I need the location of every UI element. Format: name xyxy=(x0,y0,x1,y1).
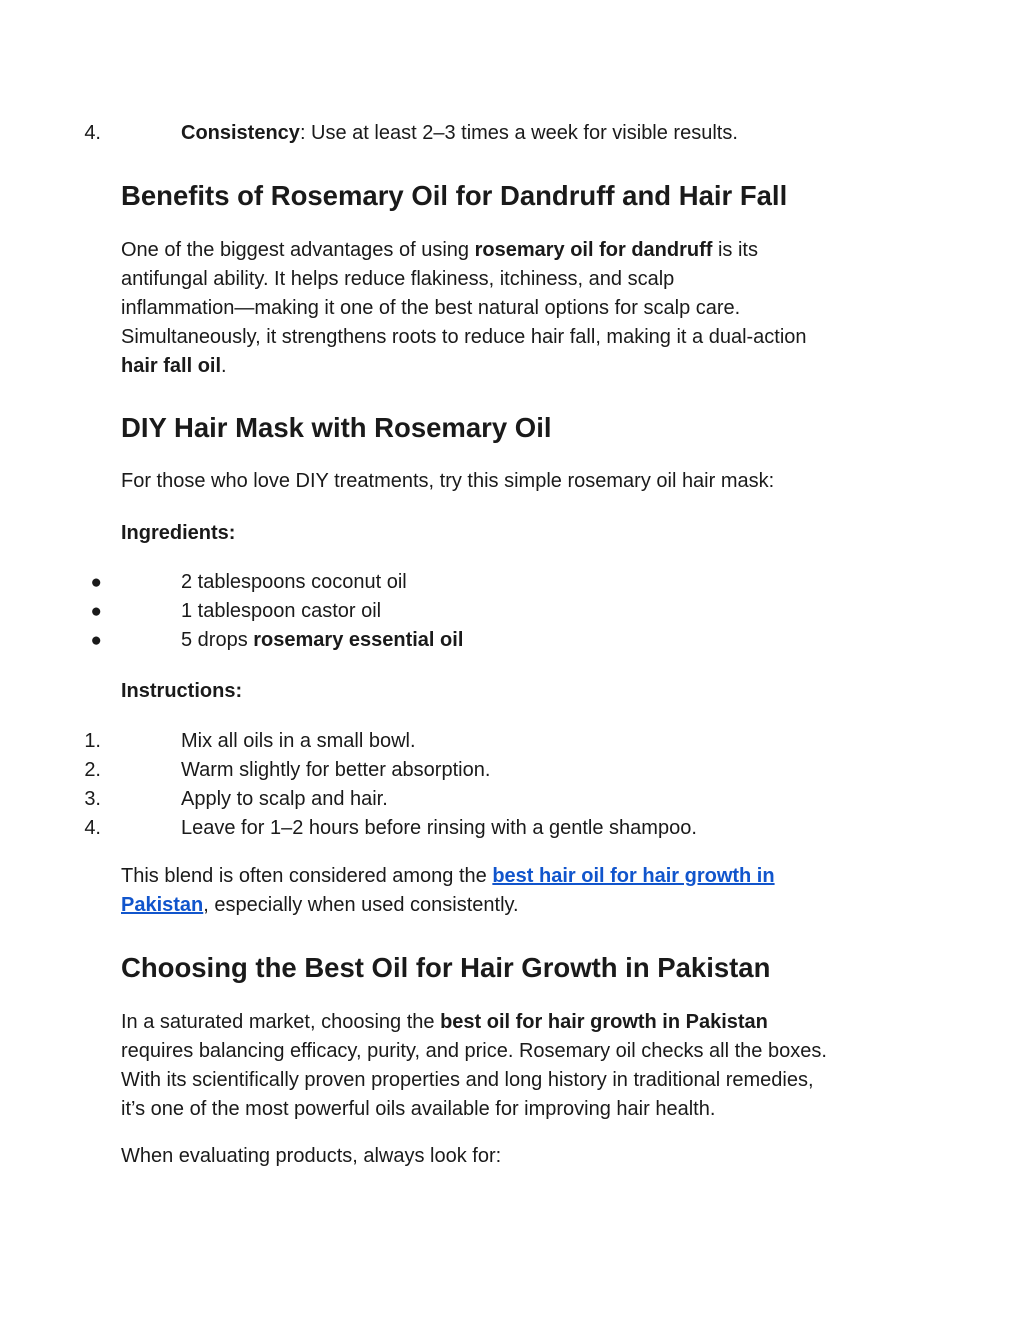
benefits-line-2: antifungal ability. It helps reduce flakiness, itchiness, and scalp xyxy=(121,268,675,290)
list-number: 4. xyxy=(84,122,101,144)
heading-benefits: Benefits of Rosemary Oil for Dandruff and Hair Fall xyxy=(121,180,788,211)
bullet-icon: ● xyxy=(90,572,102,593)
list-term: Consistency xyxy=(181,122,300,144)
benefits-line-3: inflammation—making it one of the best natural options for scalp care. xyxy=(121,297,741,319)
list-number: 4. xyxy=(84,817,101,839)
closing-text-end: , especially when used consistently. xyxy=(203,894,519,916)
benefits-line-5-end: . xyxy=(221,355,227,377)
choosing-line-3: With its scientifically proven properties and long history in traditional remedies, xyxy=(121,1069,814,1091)
diy-intro: For those who love DIY treatments, try this simple rosemary oil hair mask: xyxy=(121,470,775,492)
best-hair-oil-link-continued[interactable]: Pakistan xyxy=(121,894,204,916)
benefits-line-4: Simultaneously, it strengthens roots to reduce hair fall, making it a dual-action xyxy=(121,326,807,348)
closing-text: This blend is often considered among the xyxy=(121,865,493,887)
best-hair-oil-link[interactable]: best hair oil for hair growth in xyxy=(492,865,775,887)
benefits-line-1 xyxy=(121,236,807,265)
ingredient-text: 2 tablespoons coconut oil xyxy=(181,571,407,593)
closing-line-1 xyxy=(121,862,775,891)
instruction-text: Mix all oils in a small bowl. xyxy=(181,730,416,752)
heading-choosing: Choosing the Best Oil for Hair Growth in Pakistan xyxy=(121,952,771,983)
ingredient-text: 5 drops xyxy=(181,629,254,651)
choosing-bold-keyword: best oil for hair growth in Pakistan xyxy=(440,1011,768,1033)
ingredients-label: Ingredients: xyxy=(121,522,236,544)
choosing-line-4: it’s one of the most powerful oils available for improving hair health. xyxy=(121,1098,716,1120)
heading-diy: DIY Hair Mask with Rosemary Oil xyxy=(121,412,552,443)
ingredient-text: 1 tablespoon castor oil xyxy=(181,600,382,622)
benefits-line-5 xyxy=(121,352,807,381)
instructions-label: Instructions: xyxy=(121,680,243,702)
benefits-line-1-text: One of the biggest advantages of using xyxy=(121,239,475,261)
instruction-text: Leave for 1–2 hours before rinsing with a gentle shampoo. xyxy=(181,817,697,839)
list-number: 1. xyxy=(84,730,101,752)
choosing-line-1-text: In a saturated market, choosing the xyxy=(121,1011,441,1033)
bullet-icon: ● xyxy=(90,630,102,651)
evaluate-paragraph: When evaluating products, always look for: xyxy=(121,1145,502,1167)
paragraph-closing xyxy=(121,862,775,920)
list-number: 3. xyxy=(84,788,101,810)
bullet-icon: ● xyxy=(90,601,102,622)
ingredient-bold: rosemary essential oil xyxy=(253,629,464,651)
list-text: : Use at least 2–3 times a week for visible results. xyxy=(299,122,738,144)
choosing-line-2: requires balancing efficacy, purity, and price. Rosemary oil checks all the boxes. xyxy=(121,1040,827,1062)
paragraph-choosing xyxy=(121,1008,827,1124)
benefits-bold-hair-fall-oil: hair fall oil xyxy=(121,355,222,377)
list-number: 2. xyxy=(84,759,101,781)
closing-line-2 xyxy=(121,891,775,920)
choosing-line-1 xyxy=(121,1008,827,1037)
benefits-bold-keyword: rosemary oil for dandruff xyxy=(474,239,713,261)
paragraph-benefits xyxy=(121,236,807,381)
benefits-line-1-end: is its xyxy=(712,239,758,261)
instruction-text: Apply to scalp and hair. xyxy=(181,788,388,810)
instruction-text: Warm slightly for better absorption. xyxy=(181,759,491,781)
